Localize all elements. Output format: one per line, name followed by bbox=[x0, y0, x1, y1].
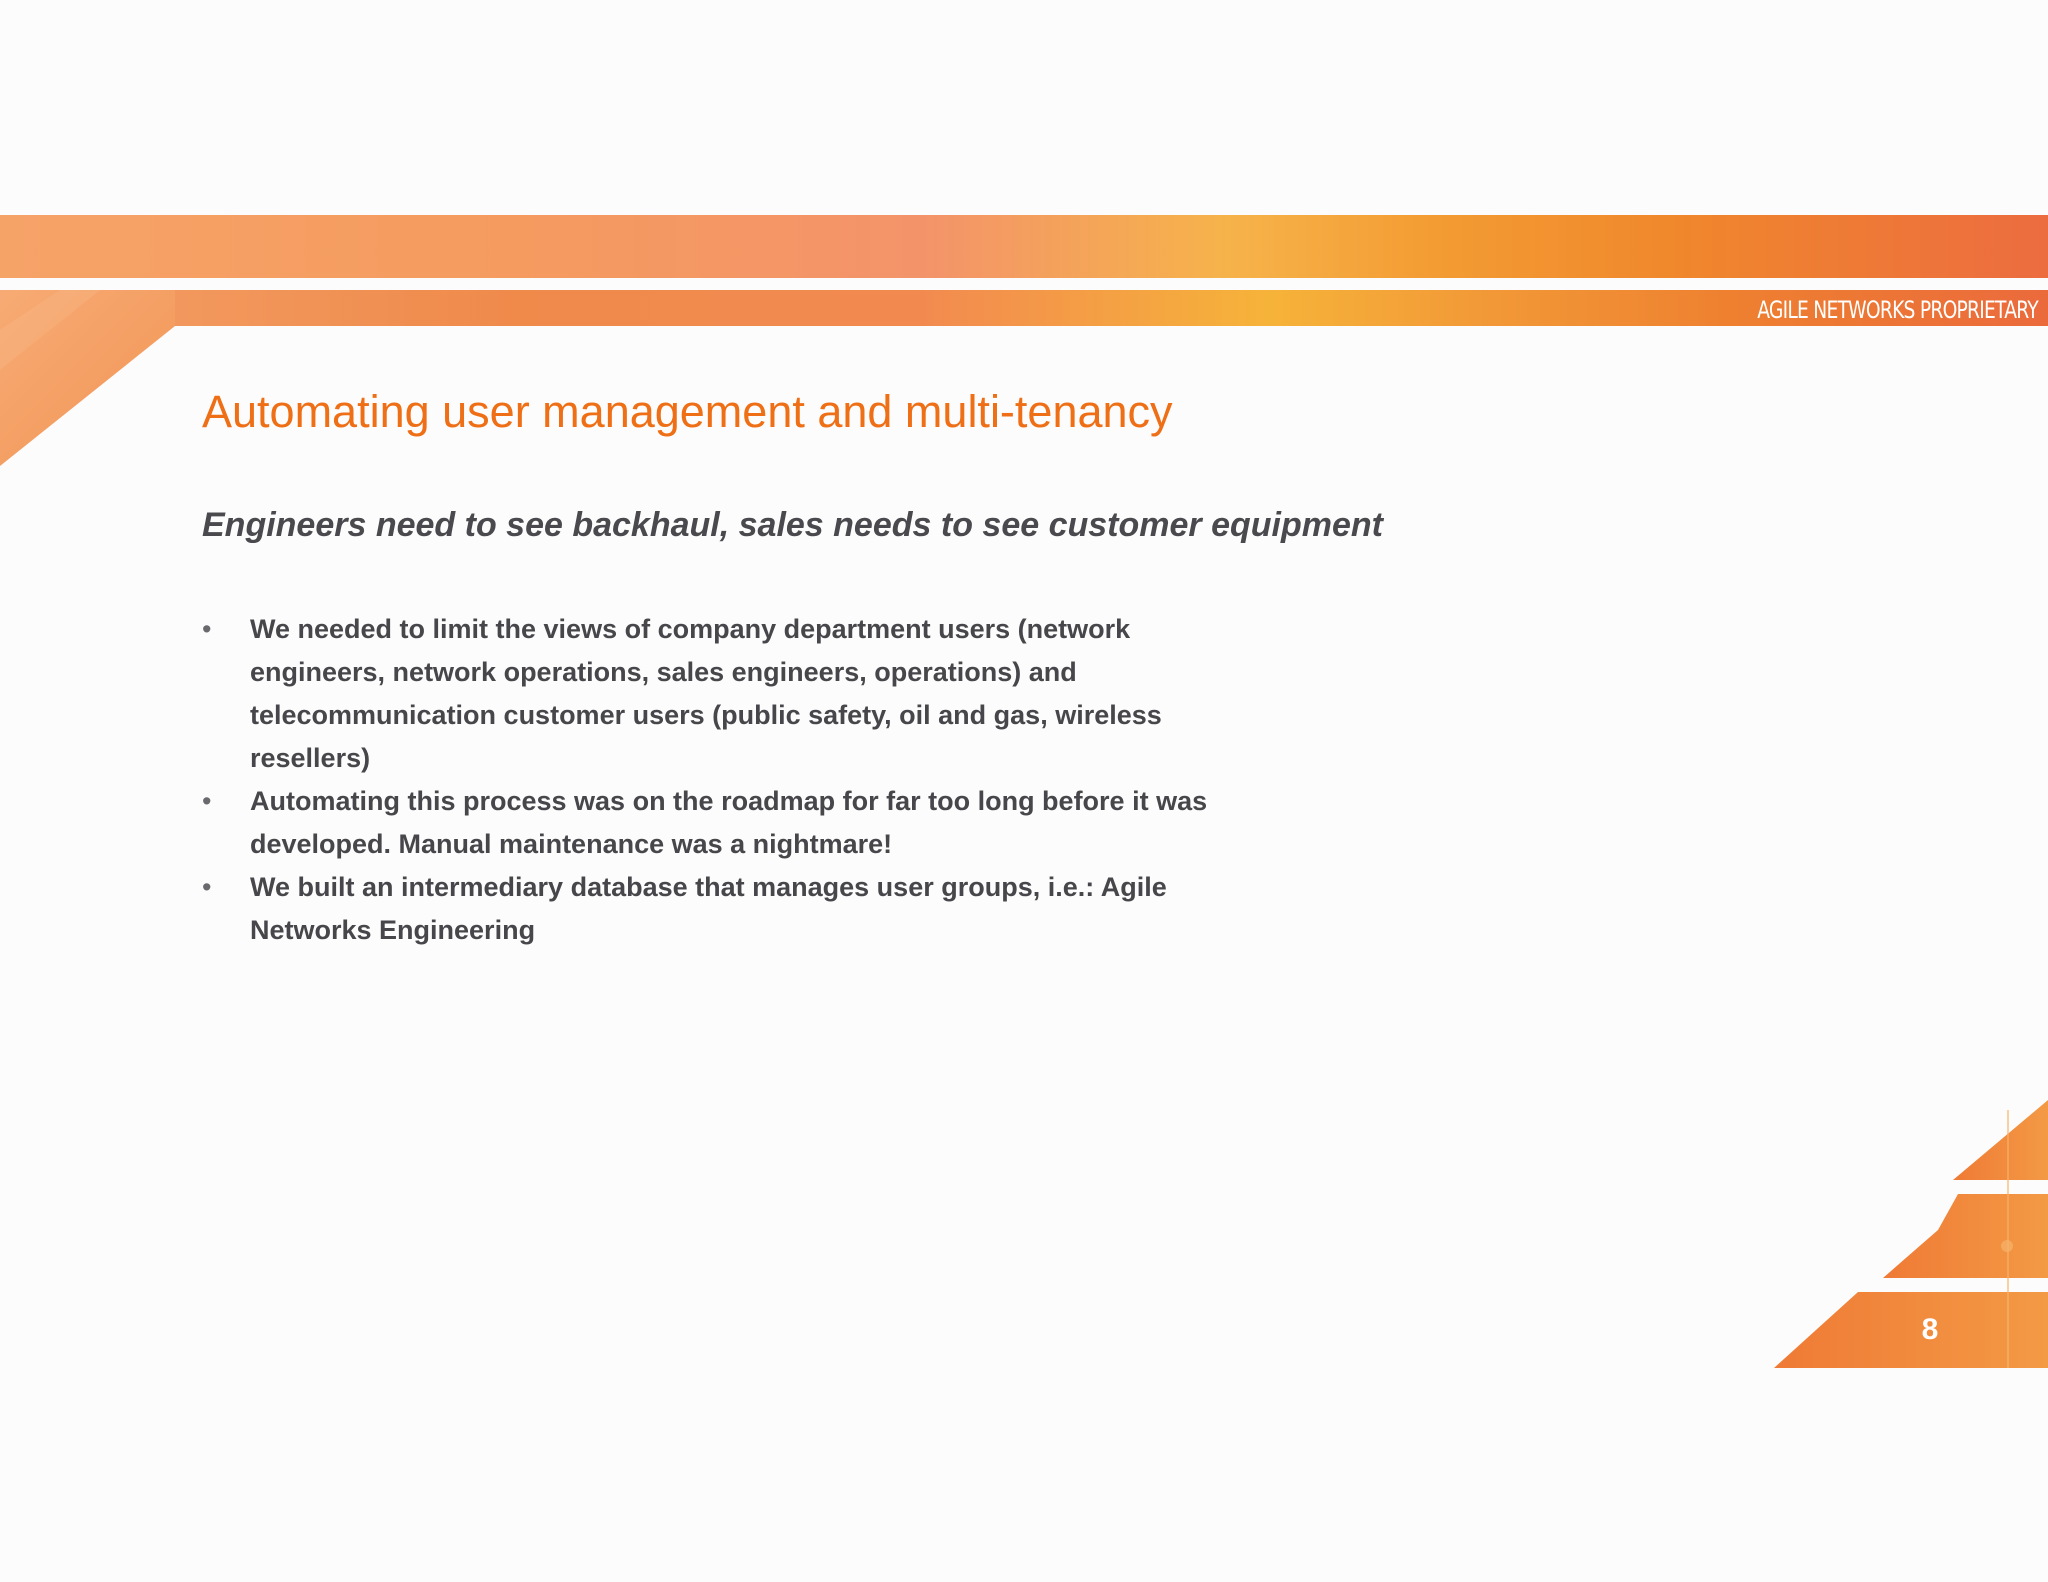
bullet-text: We needed to limit the views of company department users (network engineers, network operations, sales engineers, operations) and telecommunication customer users (public safety, oil and gas, wireless resellers) bbox=[250, 614, 1162, 773]
page-number: 8 bbox=[1921, 1313, 1939, 1346]
proprietary-label: AGILE NETWORKS PROPRIETARY bbox=[1757, 296, 2038, 324]
header-band-top bbox=[0, 215, 2048, 278]
slide-subtitle: Engineers need to see backhaul, sales needs to see customer equipment bbox=[202, 506, 1383, 544]
bullet-item bbox=[202, 866, 1210, 952]
bullet-list bbox=[202, 608, 1208, 952]
bullet-marker: • bbox=[202, 614, 212, 644]
header-band-bottom bbox=[0, 290, 2048, 326]
bottom-right-decoration bbox=[1718, 1100, 2048, 1370]
slide-title: Automating user management and multi-tenancy bbox=[202, 386, 1173, 437]
bullet-item bbox=[202, 608, 1210, 780]
bullet-text: We built an intermediary database that manages user groups, i.e.: Agile Networks Engineering bbox=[250, 872, 1167, 945]
bullet-marker: • bbox=[202, 786, 212, 816]
bullet-item bbox=[202, 780, 1210, 866]
bullet-marker: • bbox=[202, 872, 212, 902]
left-corner-decoration bbox=[0, 290, 175, 470]
bullet-text: Automating this process was on the roadmap for far too long before it was developed. Manual maintenance was a nightmare! bbox=[250, 786, 1208, 859]
